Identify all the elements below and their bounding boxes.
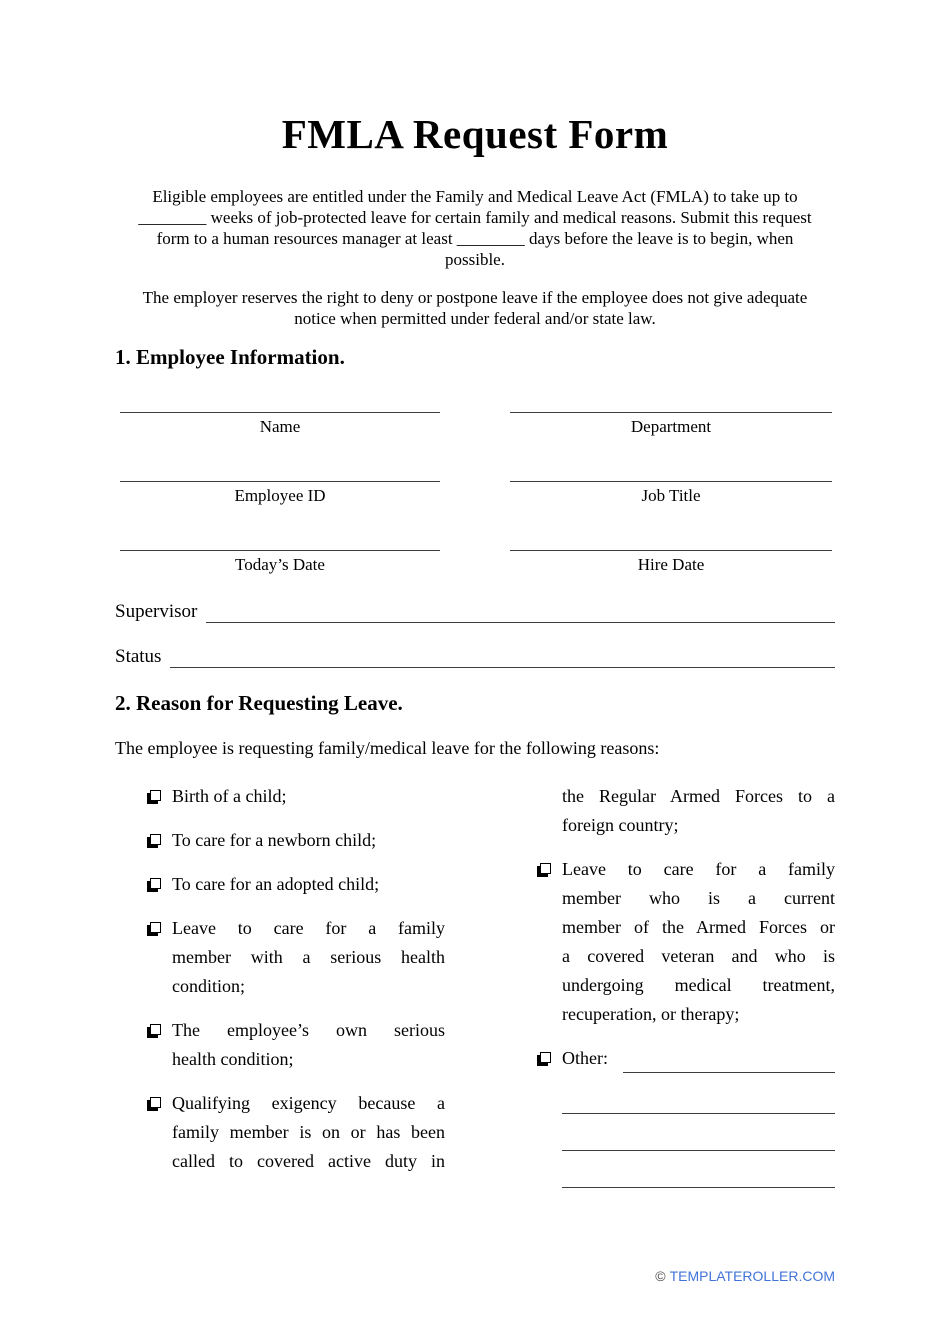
reason-item-qualifying-exigency bbox=[145, 1089, 445, 1176]
reason-item-own-health bbox=[145, 1016, 445, 1074]
hire-date-field-line bbox=[510, 509, 832, 551]
intro-line: possible. bbox=[445, 250, 505, 269]
templateroller-link[interactable]: TEMPLATEROLLER.COM bbox=[669, 1268, 835, 1284]
reason-checklist bbox=[145, 782, 835, 1191]
reason-text: condition; bbox=[172, 976, 245, 996]
department-field-label: Department bbox=[630, 417, 712, 436]
todays-date-field-label: Today’s Date bbox=[235, 555, 325, 574]
checkbox-icon bbox=[145, 1089, 172, 1176]
intro-line: The employer reserves the right to deny or postpone leave if the employee does not give adequate bbox=[142, 288, 808, 307]
intro-line: ________ weeks of job-protected leave for certain family and medical reasons. Submit this request bbox=[138, 208, 812, 227]
other-field-line bbox=[623, 1049, 835, 1073]
reason-text: a covered veteran and who is bbox=[562, 946, 835, 966]
reason-column-right bbox=[535, 782, 835, 1191]
todays-date-field bbox=[120, 509, 440, 578]
reason-text: called to covered active duty in bbox=[172, 1151, 445, 1171]
checkbox-icon bbox=[535, 1044, 562, 1073]
supervisor-field bbox=[115, 600, 835, 623]
other-label: Other: bbox=[562, 1048, 608, 1068]
reason-text: member of the Armed Forces or bbox=[562, 917, 835, 937]
todays-date-field-line bbox=[120, 509, 440, 551]
name-field-line bbox=[120, 371, 440, 413]
intro-line: notice when permitted under federal and/or state law. bbox=[294, 309, 656, 328]
reason-text: foreign country; bbox=[562, 815, 679, 835]
reason-text: family member is on or has been bbox=[172, 1122, 445, 1142]
write-in-line bbox=[562, 1114, 835, 1151]
footer bbox=[655, 1267, 835, 1285]
write-in-line bbox=[562, 1088, 835, 1114]
reason-text: member who is a current bbox=[562, 888, 835, 908]
job-title-field bbox=[510, 440, 832, 509]
write-in-line bbox=[562, 1151, 835, 1188]
supervisor-label: Supervisor bbox=[115, 601, 198, 622]
reason-item-newborn bbox=[145, 826, 445, 855]
reason-column-left bbox=[145, 782, 445, 1191]
status-label: Status bbox=[115, 646, 162, 667]
supervisor-field-line bbox=[206, 603, 835, 623]
reason-item-birth bbox=[145, 782, 445, 811]
status-field bbox=[115, 645, 835, 668]
status-field-line bbox=[170, 648, 835, 668]
checkbox-icon bbox=[145, 826, 172, 855]
reason-text: Leave to care for a family bbox=[562, 859, 835, 879]
reason-item-family-member-health bbox=[145, 914, 445, 1001]
reason-text: The employee’s own serious bbox=[172, 1020, 445, 1040]
other-write-in-area bbox=[562, 1088, 835, 1188]
reason-text: Birth of a child; bbox=[172, 786, 287, 806]
employee-id-field-line bbox=[120, 440, 440, 482]
employee-id-field bbox=[120, 440, 440, 509]
reason-text: health condition; bbox=[172, 1049, 294, 1069]
reason-text: undergoing medical treatment, bbox=[562, 975, 835, 995]
intro-paragraph-2 bbox=[115, 287, 835, 329]
reason-item-armed-forces-member bbox=[535, 855, 835, 1029]
department-field-line bbox=[510, 371, 832, 413]
job-title-field-line bbox=[510, 440, 832, 482]
hire-date-field-label: Hire Date bbox=[637, 555, 705, 574]
section-2-heading: 2. Reason for Requesting Leave. bbox=[115, 691, 403, 715]
reason-item-adopted bbox=[145, 870, 445, 899]
employee-id-field-label: Employee ID bbox=[234, 486, 326, 505]
section-2-intro: The employee is requesting family/medical leave for the following reasons: bbox=[115, 738, 660, 758]
reason-text: Qualifying exigency because a bbox=[172, 1093, 445, 1113]
reason-text: the Regular Armed Forces to a bbox=[562, 786, 835, 806]
employee-info-fields bbox=[120, 371, 835, 578]
job-title-field-label: Job Title bbox=[641, 486, 701, 505]
copyright-icon: © bbox=[655, 1268, 666, 1284]
reason-text: Leave to care for a family bbox=[172, 918, 445, 938]
intro-line: Eligible employees are entitled under the Family and Medical Leave Act (FMLA) to take up to bbox=[152, 187, 798, 206]
reason-text: To care for a newborn child; bbox=[172, 830, 377, 850]
checkbox-icon bbox=[145, 1016, 172, 1074]
reason-text: To care for an adopted child; bbox=[172, 874, 380, 894]
checkbox-icon bbox=[145, 782, 172, 811]
checkbox-icon bbox=[145, 914, 172, 1001]
page-title: FMLA Request Form bbox=[281, 111, 669, 157]
reason-text: recuperation, or therapy; bbox=[562, 1004, 740, 1024]
name-field bbox=[120, 371, 440, 440]
department-field bbox=[510, 371, 832, 440]
checkbox-icon bbox=[535, 855, 562, 1029]
reason-item-continuation bbox=[535, 782, 835, 840]
intro-paragraph-1 bbox=[115, 186, 835, 270]
reason-text: member with a serious health bbox=[172, 947, 445, 967]
hire-date-field bbox=[510, 509, 832, 578]
reason-item-other bbox=[535, 1044, 835, 1073]
intro-line: form to a human resources manager at least ________ days before the leave is to begin, when bbox=[156, 229, 794, 248]
name-field-label: Name bbox=[259, 417, 301, 436]
section-1-heading: 1. Employee Information. bbox=[115, 345, 345, 369]
checkbox-icon bbox=[145, 870, 172, 899]
